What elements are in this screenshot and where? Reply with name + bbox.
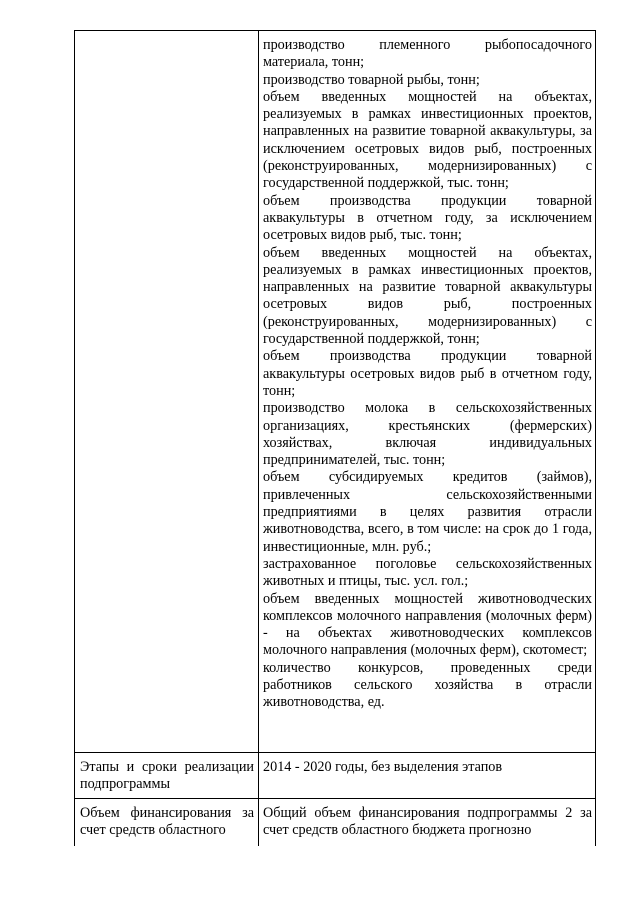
row-divider [75,798,595,799]
stages-label-cell [80,759,254,794]
passport-table [74,30,596,846]
stages-value: 2014 - 2020 годы, без выделения этапов [263,759,503,775]
financing-value: Общий объем финансирования подпрограммы 2 за счет средств областного бюджета прогнозно [263,805,592,839]
financing-label-cell [80,805,254,840]
row-divider [75,752,595,753]
indicators-cell [263,37,592,712]
indicator-item: объем введенных мощностей животноводческих комплексов молочного направления (молочных ферм) - на объектах животноводческих комплексов молочного направления (молочных ферм), скотомест; [263,590,592,659]
stages-label: Этапы и сроки реализации подпрограммы [80,759,254,793]
indicator-item: производство молока в сельскохозяйственных организациях, крестьянских (фермерских) хозяйствах, включая индивидуальных предпринимателей, тыс. тонн; [263,400,592,469]
indicator-item: застрахованное поголовье сельскохозяйственных животных и птицы, тыс. усл. гол.; [263,555,592,590]
financing-label: Объем финансирования за счет средств областного [80,805,254,839]
indicator-item: производство товарной рыбы, тонн; [263,71,480,88]
indicator-item: объем введенных мощностей на объектах, реализуемых в рамках инвестиционных проектов, направленных на развитие товарной аквакультуры, за исключением осетровых видов рыб, построенных (реконструированных, модернизированных) с государственной поддержкой, тыс. тонн; [263,88,592,192]
indicator-item: объем субсидируемых кредитов (займов), привлеченных сельскохозяйственными предприятиями в целях развития отрасли животноводства, всего, в том числе: на срок до 1 года, инвестиционные, млн. руб.; [263,469,592,555]
column-divider [258,31,259,846]
indicator-item: производство племенного рыбопосадочного материала, тонн; [263,37,592,71]
indicator-item: объем производства продукции товарной аквакультуры осетровых видов рыб в отчетном году, тонн; [263,348,592,399]
indicator-item: объем производства продукции товарной аквакультуры в отчетном году, за исключением осетровых видов рыб, тыс. тонн; [263,192,592,244]
financing-value-cell [263,805,592,840]
stages-value-cell [263,759,592,776]
indicator-item: объем введенных мощностей на объектах, реализуемых в рамках инвестиционных проектов, направленных на развитие товарной аквакультуры осетровых видов рыб, построенных (реконструированных, модернизированных) с государственной поддержкой, тонн; [263,244,592,348]
indicator-item: количество конкурсов, проведенных среди работников сельского хозяйства в отрасли животноводства, ед. [263,659,592,711]
